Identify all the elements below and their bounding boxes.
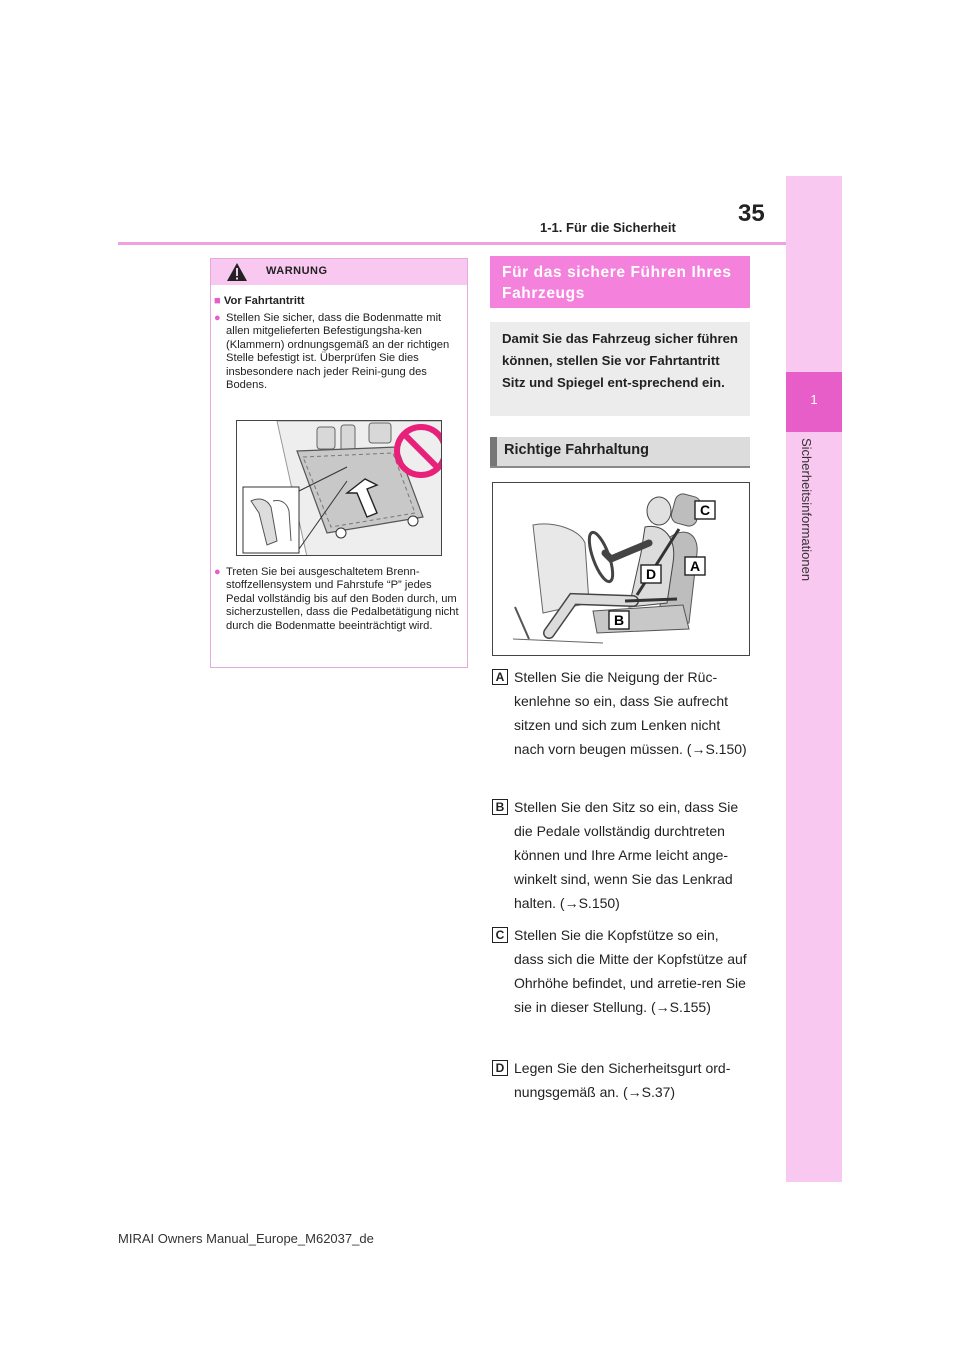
step-d-text: Legen Sie den Sicherheitsgurt ord-nungsgemäß an. (→S.37) [514,1060,731,1100]
subheading-rule [490,466,750,468]
step-marker-d: D [492,1060,508,1076]
warning-triangle-icon [226,262,248,282]
subheading: Richtige Fahrhaltung [504,442,649,458]
page-number: 35 [738,200,765,227]
circle-bullet-icon: ● [214,312,221,324]
svg-text:C: C [699,502,711,518]
warning-title: WARNUNG [266,265,328,277]
chapter-number: 1 [810,392,818,407]
step-marker-c: C [492,927,508,943]
step-marker-a: A [492,669,508,685]
warning-header [211,259,467,285]
chapter-side-tab [786,176,842,1182]
figure-label-c [695,501,715,519]
warning-paragraph [214,566,462,633]
footer-document-id: MIRAI Owners Manual_Europe_M62037_de [118,1231,374,1246]
warning-paragraph-text: Treten Sie bei ausgeschaltetem Brenn-stoffzellensystem und Fahrstufe “P” jedes Pedal vollständig bis auf den Boden durch, um sicherzustellen, dass die Pedalbetätigung nicht durch die Bodenmatte beeinträchtigt wird. [226,566,459,632]
floor-mat-illustration [236,420,442,556]
figure-label-d [641,565,661,583]
section-heading: Für das sichere Führen Ihres Fahrzeugs [502,264,732,302]
step-b-text: Stellen Sie den Sitz so ein, dass Sie die Pedale vollständig durchtreten können und Ihre Arme leicht ange-winkelt sind, wenn Sie das Lenkrad halten. (→S.150) [514,799,739,911]
warning-subtitle [214,295,304,308]
step-c-text: Stellen Sie die Kopfstütze so ein, dass sich die Mitte der Kopfstütze auf Ohrhöhe befindet, und arretie-ren Sie sie in dieser Stellung. (→S.155) [514,927,747,1015]
step-marker-b: B [492,799,508,815]
figure-label-a [685,557,705,575]
subheading-bar [490,437,497,467]
header-rule [118,242,786,245]
driving-posture-illustration [492,482,750,656]
figure-label-b [609,611,629,629]
driver-seat-drawing [493,483,750,656]
section-title: 1-1. Für die Sicherheit [540,220,676,235]
warning-paragraph-text: Stellen Sie sicher, dass die Bodenmatte mit allen mitgelieferten Befestigungsha-ken (Klammern) ordnungsgemäß an der richtigen Stelle befestigt ist. Überprüfen Sie dies insbesondere nach jeder Reini-gung des Bodens. [226,312,450,392]
step-a-text: Stellen Sie die Neigung der Rüc-kenlehne so ein, dass Sie aufrecht sitzen und sich zum Lenken nicht nach vorn beugen müssen. (→S.150) [514,669,747,757]
floor-mat-drawing [237,421,442,556]
intro-text: Damit Sie das Fahrzeug sicher führen können, stellen Sie vor Fahrtantritt Sitz und Spiegel ent-sprechend ein. [502,331,738,390]
circle-bullet-icon: ● [214,566,221,578]
svg-text:B: B [613,612,625,628]
square-bullet-icon: ■ [214,295,221,307]
warning-paragraph [214,312,462,392]
chapter-label: Sicherheitsinformationen [799,438,814,582]
svg-text:A: A [689,558,701,574]
warning-subtitle-text: Vor Fahrtantritt [223,295,305,307]
svg-text:D: D [645,566,657,582]
